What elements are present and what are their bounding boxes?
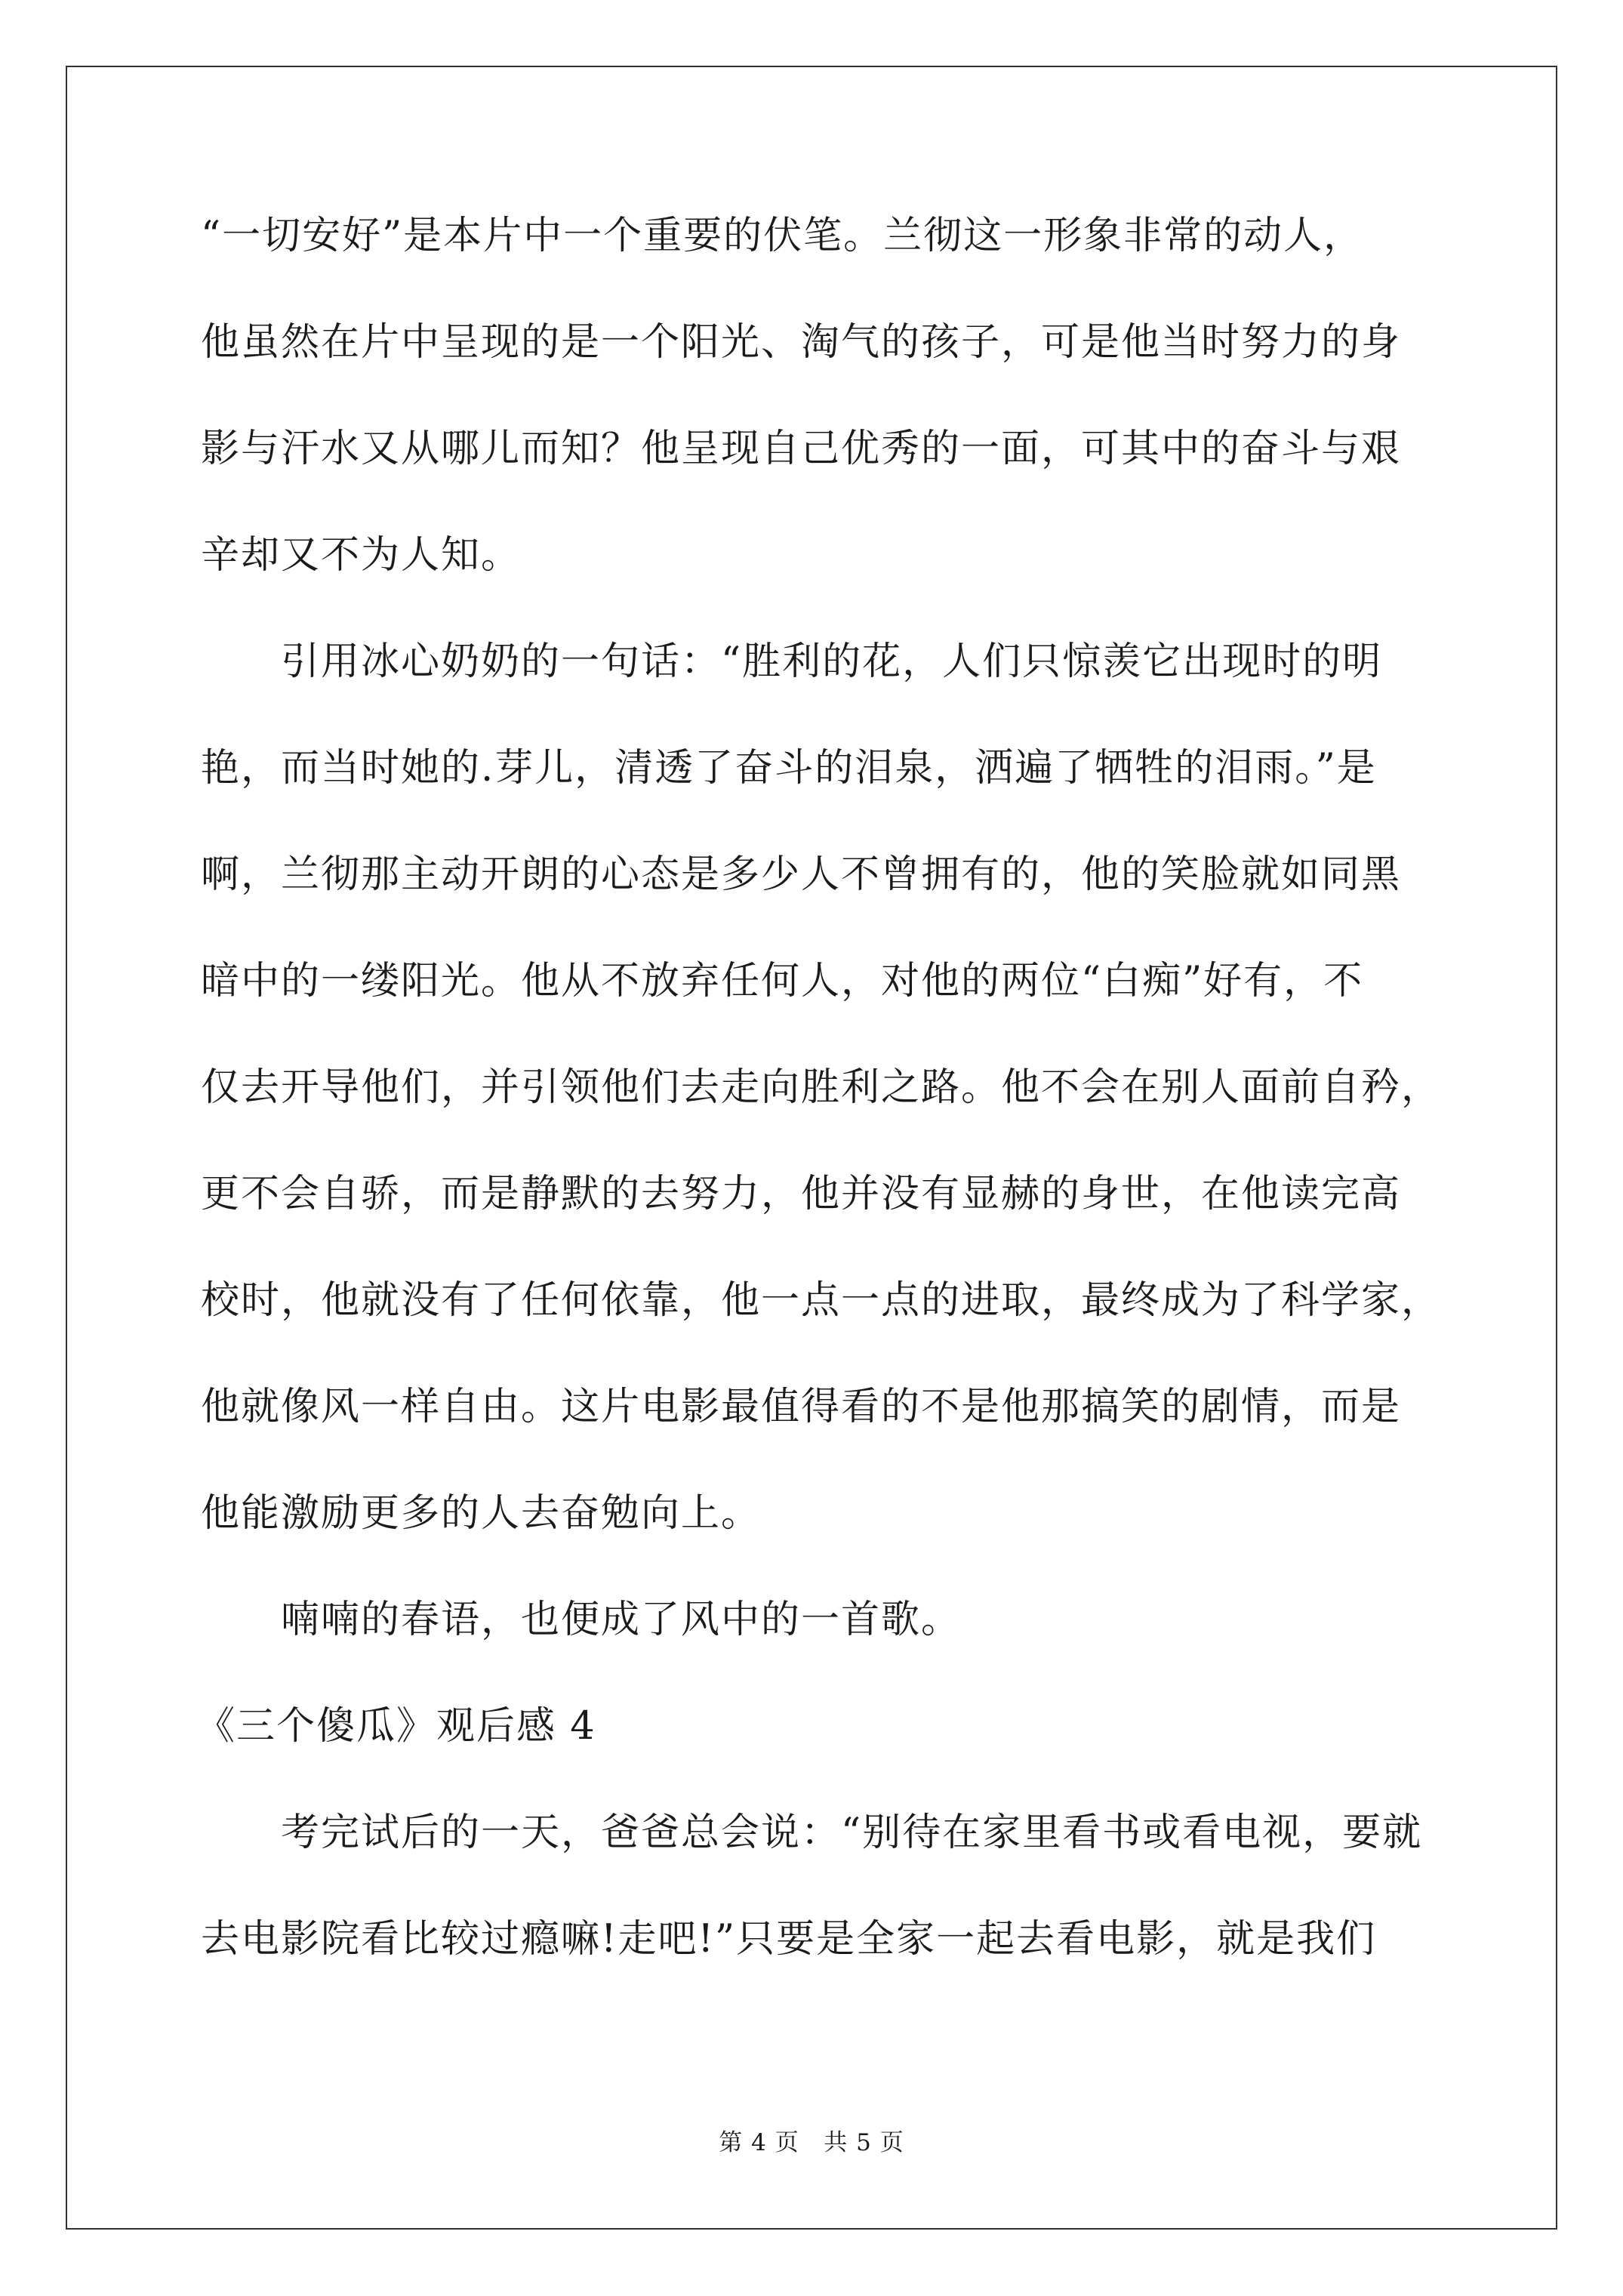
text-line: 他就像风一样自由。这片电影最值得看的不是他那搞笑的剧情，而是 — [201, 1385, 1402, 1429]
document-body — [196, 209, 1442, 2019]
page-footer — [0, 2128, 1623, 2158]
text-line: 喃喃的春语，也便成了风中的一首歌。 — [201, 1598, 962, 1642]
text-line: 更不会自骄，而是静默的去努力，他并没有显赫的身世，在他读完高 — [201, 1172, 1402, 1216]
text-line: 校时，他就没有了任何依靠，他一点一点的进取，最终成为了科学家， — [201, 1278, 1442, 1323]
text-line: 去电影院看比较过瘾嘛!走吧!”只要是全家一起去看电影，就是我们 — [201, 1917, 1377, 1962]
text-line: 考完试后的一天，爸爸总会说：“别待在家里看书或看电视，要就 — [201, 1811, 1423, 1855]
text-line: 艳，而当时她的.芽儿，清透了奋斗的泪泉，洒遍了牺牲的泪雨。”是 — [201, 746, 1377, 791]
page-number: 第 4 页 — [719, 2129, 799, 2156]
text-line: 辛却又不为人知。 — [201, 533, 522, 578]
text-line: 影与汗水又从哪儿而知？他呈现自己优秀的一面，可其中的奋斗与艰 — [201, 427, 1402, 471]
page-total: 共 5 页 — [824, 2129, 904, 2156]
text-line: 暗中的一缕阳光。他从不放弃任何人，对他的两位“白痴”好有，不 — [201, 959, 1364, 1003]
section-heading: 《三个傻瓜》观后感 4 — [196, 1704, 596, 1749]
text-line: 引用冰心奶奶的一句话：“胜利的花，人们只惊羡它出现时的明 — [201, 639, 1383, 684]
text-line: 啊，兰彻那主动开朗的心态是多少人不曾拥有的，他的笑脸就如同黑 — [201, 852, 1402, 897]
text-line: 他虽然在片中呈现的是一个阳光、淘气的孩子，可是他当时努力的身 — [201, 320, 1402, 365]
text-line: 仅去开导他们，并引领他们去走向胜利之路。他不会在别人面前自矜， — [201, 1065, 1442, 1110]
text-line: “一切安好”是本片中一个重要的伏笔。兰彻这一形象非常的动人， — [201, 214, 1364, 258]
text-line: 他能激励更多的人去奋勉向上。 — [201, 1491, 762, 1536]
